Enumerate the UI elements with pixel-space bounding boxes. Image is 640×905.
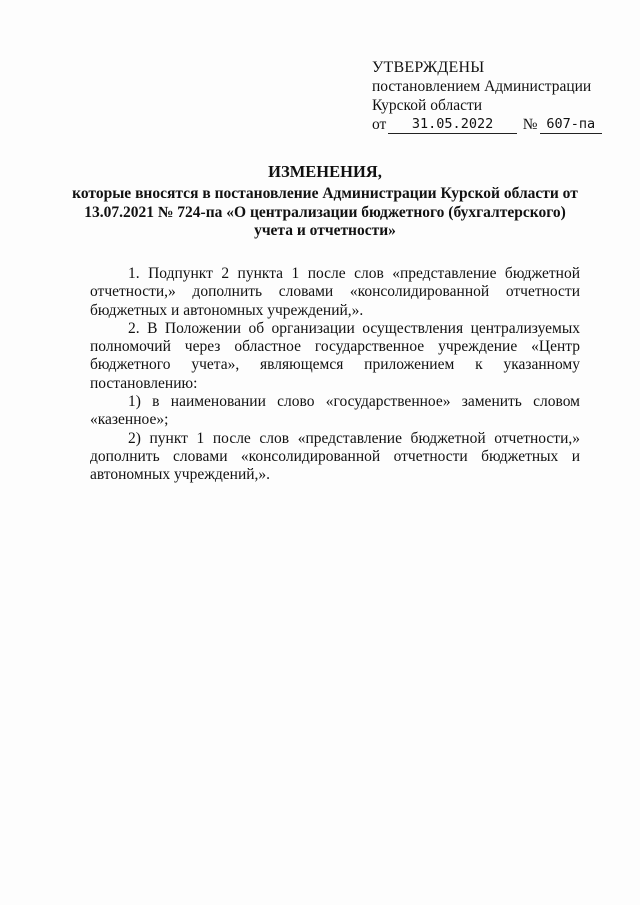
document-title: ИЗМЕНЕНИЯ, [268,162,382,181]
date-label: от [372,116,387,133]
paragraph-4: 2) пункт 1 после слов «представление бюджетной отчетности,» дополнить словами «консолидированной отчетности бюджетных и автономных учреждений,». [90,429,580,484]
paragraph-1: 1. Подпункт 2 пункта 1 после слов «представление бюджетной отчетности,» дополнить словами «консолидированной отчетности бюджетных и автономных учреждений,». [90,265,580,319]
paragraph-2: 2. В Положении об организации осуществления централизуемых полномочий через областное государственное учреждение «Центр бюджетного учета», являющемся приложением к указанному постановлению: [90,319,580,392]
registration-line [372,115,602,134]
document-title-block [70,162,580,241]
date-value: 31.05.2022 [388,116,516,134]
document-body [90,265,580,485]
document-subtitle: которые вносятся в постановление Администрации Курской области от 13.07.2021 № 724-па «О централизации бюджетного (бухгалтерского) учета и отчетности» [72,185,578,239]
number-value: 607-па [540,116,602,134]
paragraph-3: 1) в наименовании слово «государственное» заменить словом «казенное»; [90,393,580,429]
number-label: № [522,116,538,133]
approval-line-1: постановлением Администрации [372,78,592,95]
approval-line-2: Курской области [372,97,483,114]
approval-heading: УТВЕРЖДЕНЫ [372,59,485,76]
approval-stamp [372,58,602,134]
